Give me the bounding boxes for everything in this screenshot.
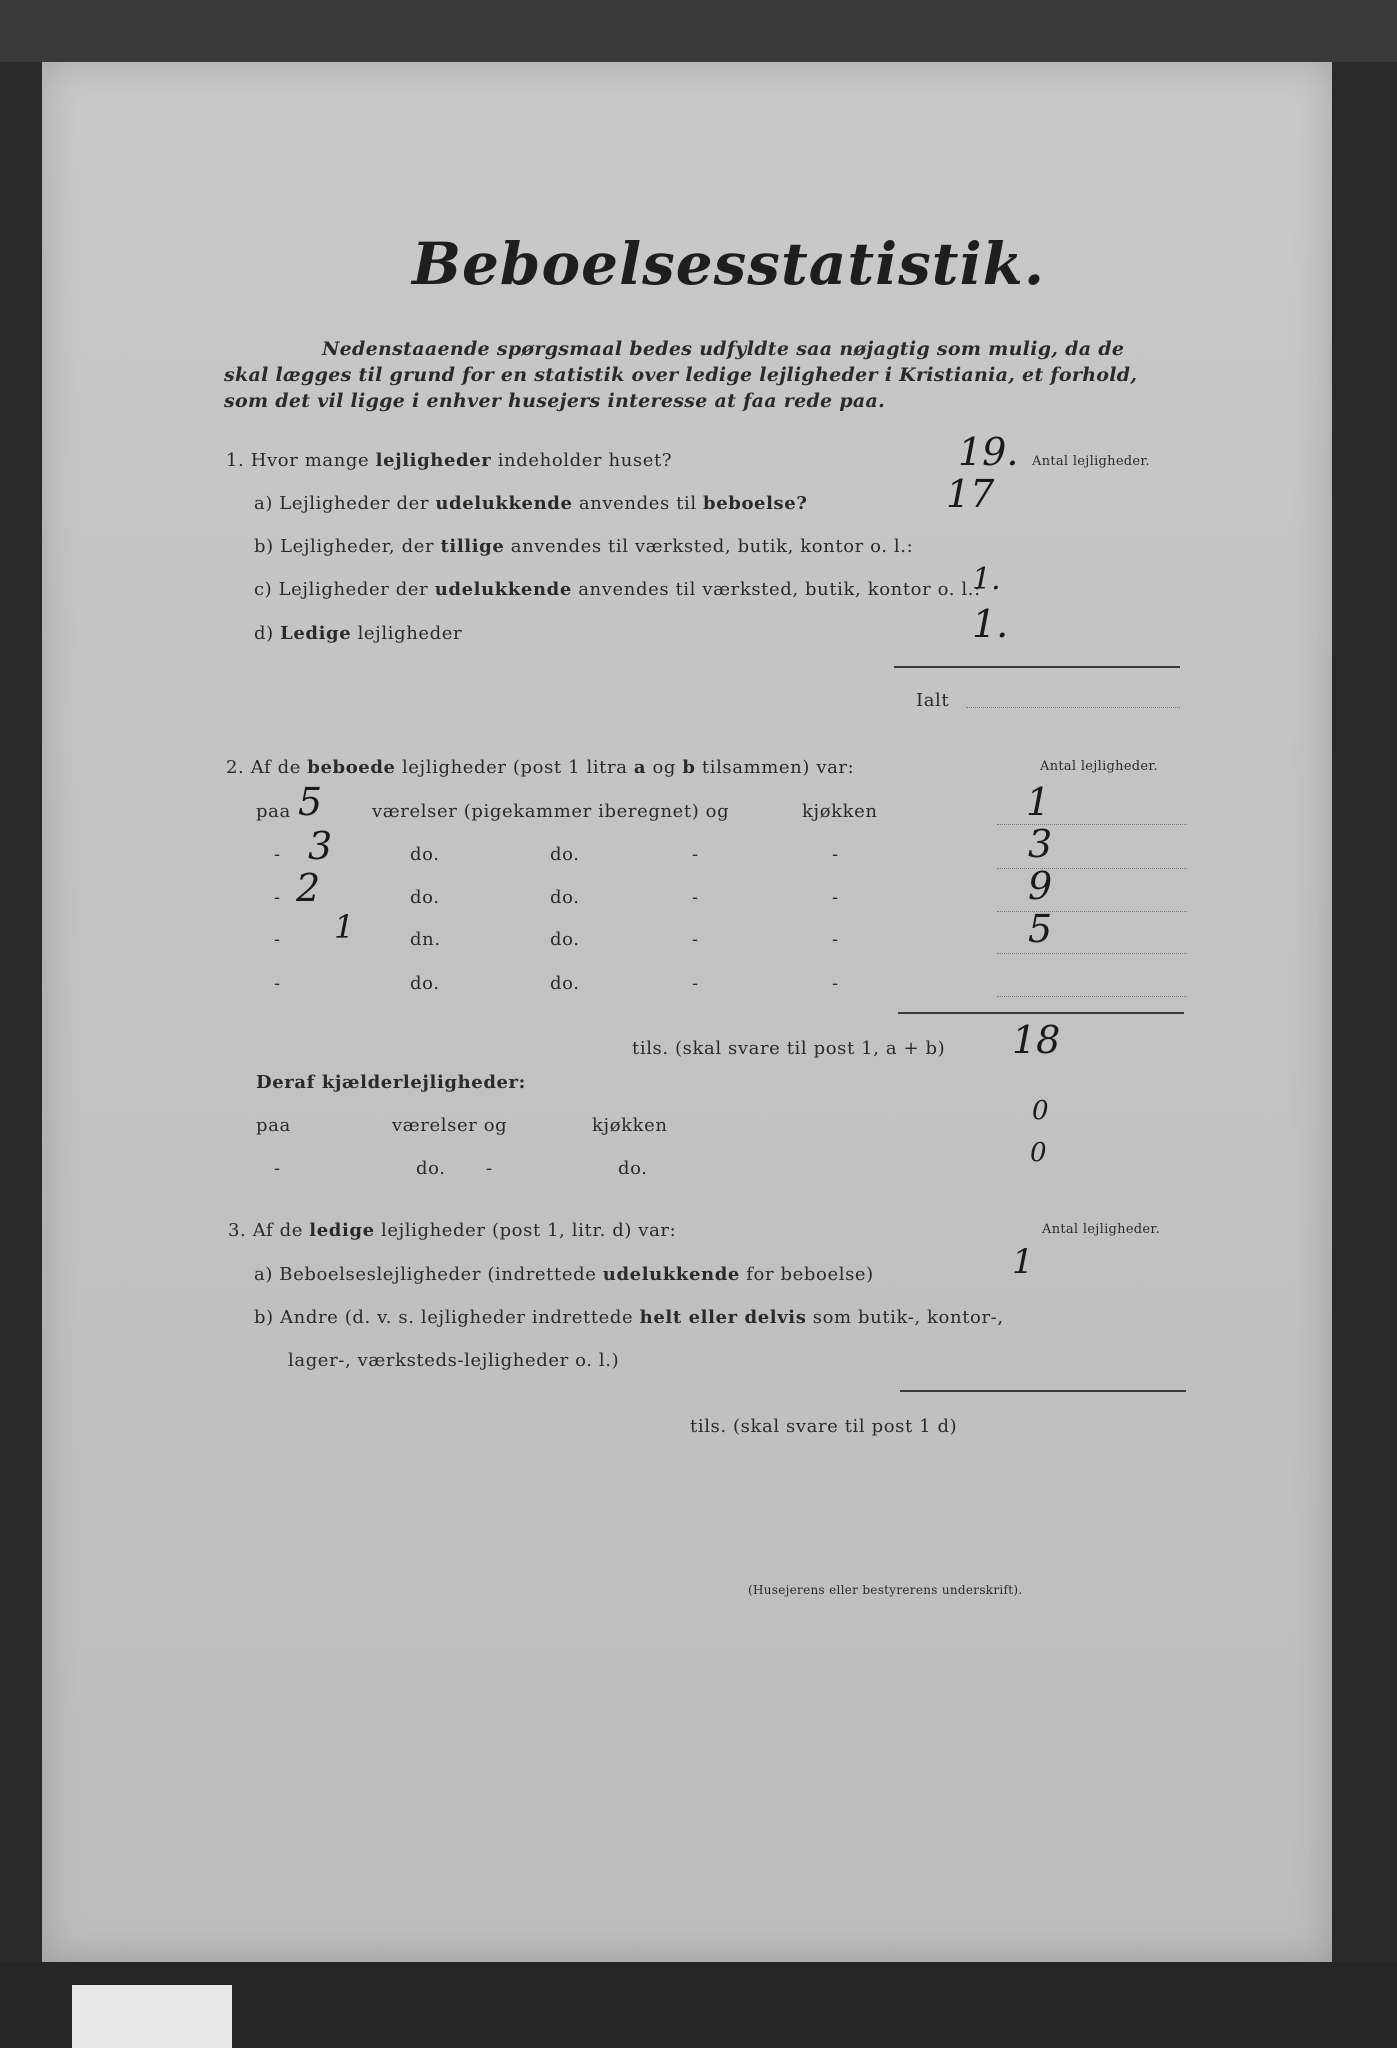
- q1-text-bold: lejligheder: [375, 450, 492, 471]
- q2-row2-dots: [997, 868, 1187, 869]
- q2-row2-do1: do.: [410, 844, 440, 865]
- q1c-line: [254, 579, 981, 600]
- q2-row1-count: 1: [1026, 780, 1051, 824]
- q1b-rest: anvendes til værksted, butik, kontor o. l.:: [510, 536, 914, 557]
- q2-k2-answer: 0: [1030, 1138, 1047, 1168]
- q2-row4-dash3: -: [832, 929, 839, 950]
- scan-light-patch: [72, 1985, 232, 2048]
- q2-k1-answer: 0: [1032, 1096, 1049, 1126]
- q3a-line: [254, 1264, 874, 1285]
- q3b-line: [254, 1307, 1004, 1328]
- q1a-bold: udelukkende: [435, 493, 573, 514]
- q1c-prefix: c) Lejligheder der: [254, 579, 429, 600]
- q2-tils: tils. (skal svare til post 1, a + b): [632, 1038, 946, 1059]
- q3-text-bold: ledige: [309, 1220, 375, 1241]
- q1a-mid: anvendes til: [578, 493, 697, 514]
- q1b-line: [254, 536, 913, 557]
- q2-row2-dash2: -: [692, 844, 699, 865]
- q2-row2-do2: do.: [550, 844, 580, 865]
- q2-row1-dots: [997, 824, 1187, 825]
- q2-row5-do1: do.: [410, 973, 440, 994]
- q2-line: [226, 757, 854, 778]
- q1a-prefix: a) Lejligheder der: [254, 493, 430, 514]
- q1b-prefix: b) Lejligheder, der: [254, 536, 435, 557]
- q2-row2-count: 3: [1028, 822, 1053, 866]
- form-page: [42, 62, 1332, 1962]
- q2-row4-do2: do.: [550, 929, 580, 950]
- q3-number: 3.: [228, 1220, 247, 1241]
- q2-row3-dash: -: [274, 887, 281, 908]
- q2-sum-rule: [898, 1012, 1184, 1014]
- q3b-bold: helt eller delvis: [639, 1307, 807, 1328]
- q3b-prefix: b) Andre (d. v. s. lejligheder indrettede: [254, 1307, 634, 1328]
- q1-text-a: Hvor mange: [250, 450, 370, 471]
- q2-row1-kitchen: kjøkken: [802, 801, 878, 822]
- q2-deraf: Deraf kjælderlejligheder:: [256, 1072, 526, 1093]
- q2-tils-answer: 18: [1012, 1018, 1061, 1062]
- signature-caption: (Husejerens eller bestyrerens underskrift).: [748, 1583, 1023, 1597]
- q3-sum-rule: [900, 1390, 1186, 1392]
- q2-k1-paa: paa: [256, 1115, 291, 1136]
- q3b-line2: lager-, værksteds-lejligheder o. l.): [288, 1350, 620, 1371]
- q3a-rest: for beboelse): [746, 1264, 874, 1285]
- q2-row4-dots: [997, 953, 1187, 954]
- q2-row5-do2: do.: [550, 973, 580, 994]
- q2-row2-rooms: 3: [308, 824, 333, 868]
- q2-row5-dash2: -: [692, 973, 699, 994]
- q1c-rest: anvendes til værksted, butik, kontor o. l.:: [578, 579, 981, 600]
- q1-ialt-dots: [966, 707, 1180, 708]
- q1b-bold: tillige: [440, 536, 505, 557]
- q2-row2-dash: -: [274, 844, 281, 865]
- q1d-prefix: d): [254, 623, 274, 644]
- q2-text-a: Af de: [250, 757, 301, 778]
- q2-row3-rooms: 2: [296, 866, 321, 910]
- q2-row4-count: 5: [1028, 907, 1053, 951]
- q3a-prefix: a) Beboelseslejligheder (indrettede: [254, 1264, 597, 1285]
- q1d-rest: lejligheder: [357, 623, 463, 644]
- q2-row2-dash3: -: [832, 844, 839, 865]
- q1a-bold2: beboelse?: [703, 493, 808, 514]
- q2-row3-dots: [997, 911, 1187, 912]
- q1a-answer: 17: [946, 472, 995, 516]
- q1d-bold: Ledige: [280, 623, 352, 644]
- q2-row5-dots: [997, 996, 1187, 997]
- q1-number: 1.: [226, 450, 245, 471]
- q1c-answer: 1.: [972, 562, 1001, 597]
- q2-row4-rooms: 1: [334, 908, 355, 946]
- q3a-bold: udelukkende: [602, 1264, 740, 1285]
- q1-ialt: Ialt: [916, 690, 950, 711]
- q3-text-b: lejligheder (post 1, litr. d) var:: [380, 1220, 677, 1241]
- q2-row3-do1: do.: [410, 887, 440, 908]
- q1-line: [226, 450, 672, 471]
- q2-row4-dash2: -: [692, 929, 699, 950]
- q2-row5-dash3: -: [832, 973, 839, 994]
- q3-line: [228, 1220, 676, 1241]
- q2-row1-rooms: 5: [298, 780, 323, 824]
- q1a-line: [254, 493, 807, 514]
- q3-unit: Antal lejligheder.: [1042, 1222, 1160, 1237]
- q2-row1-text: værelser (pigekammer iberegnet) og: [372, 801, 730, 822]
- q1-answer: 19.: [958, 430, 1019, 474]
- q2-k2-do1: do.: [416, 1158, 446, 1179]
- q2-row4-dn: dn.: [410, 929, 441, 950]
- q1c-bold: udelukkende: [434, 579, 572, 600]
- q2-k1-kitchen: kjøkken: [592, 1115, 668, 1136]
- q2-og: og: [652, 757, 677, 778]
- q2-text-bold: beboede: [307, 757, 396, 778]
- q2-litra-a: a: [633, 757, 647, 778]
- q2-row3-do2: do.: [550, 887, 580, 908]
- q2-row3-dash2: -: [692, 887, 699, 908]
- q2-k2-dash: -: [274, 1158, 281, 1179]
- q1-sum-rule: [894, 666, 1180, 668]
- q3a-answer: 1: [1012, 1242, 1034, 1282]
- q1d-line: [254, 623, 462, 644]
- q2-number: 2.: [226, 757, 245, 778]
- intro-line-1: Nedenstaaende spørgsmaal bedes udfyldte saa nøjagtig som mulig, da de: [322, 338, 1125, 360]
- q2-row5-dash: -: [274, 973, 281, 994]
- form-title: Beboelsesstatistik.: [412, 230, 1046, 298]
- intro-line-2: skal lægges til grund for en statistik over ledige lejligheder i Kristiania, et forhold,: [224, 364, 1138, 386]
- q2-text-b: lejligheder (post 1 litra: [401, 757, 628, 778]
- q1-unit: Antal lejligheder.: [1032, 454, 1150, 469]
- q2-row1-paa: paa: [256, 801, 291, 822]
- scan-top-edge: [0, 0, 1397, 62]
- q2-k2-dash2: -: [486, 1158, 493, 1179]
- q2-k2-do2: do.: [618, 1158, 648, 1179]
- q2-litra-b: b: [682, 757, 696, 778]
- q2-row4-dash: -: [274, 929, 281, 950]
- q3b-rest: som butik-, kontor-,: [812, 1307, 1004, 1328]
- intro-line-3: som det vil ligge i enhver husejers interesse at faa rede paa.: [224, 390, 886, 412]
- q1d-answer: 1.: [972, 602, 1009, 646]
- q2-k1-text: værelser og: [392, 1115, 508, 1136]
- q3-tils: tils. (skal svare til post 1 d): [690, 1416, 958, 1437]
- q1-text-c: indeholder huset?: [497, 450, 673, 471]
- q2-unit: Antal lejligheder.: [1040, 759, 1158, 774]
- q2-row3-dash3: -: [832, 887, 839, 908]
- q2-row3-count: 9: [1028, 864, 1053, 908]
- q3-text-a: Af de: [252, 1220, 303, 1241]
- q2-text-c: tilsammen) var:: [701, 757, 855, 778]
